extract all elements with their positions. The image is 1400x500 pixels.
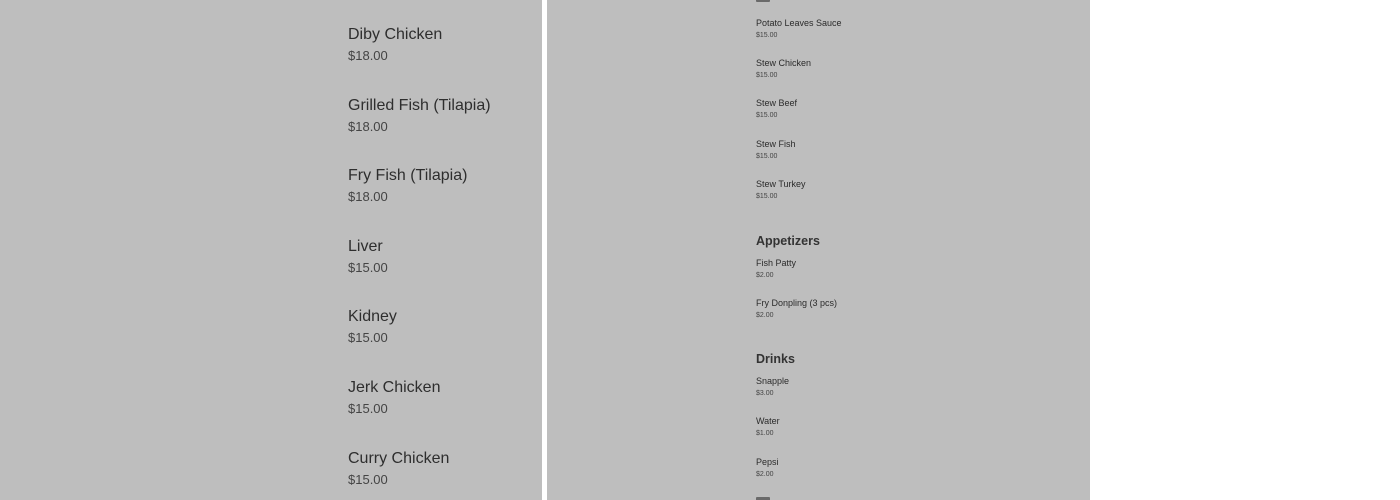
menu-item[interactable] xyxy=(756,298,837,320)
menu-item-name: Stew Turkey xyxy=(756,179,806,189)
menu-item[interactable] xyxy=(756,179,806,201)
menu-item[interactable] xyxy=(756,98,797,120)
menu-item[interactable] xyxy=(756,416,780,438)
menu-item-name: Liver xyxy=(348,237,383,255)
menu-item-name: Fry Fish (Tilapia) xyxy=(348,167,468,185)
menu-item[interactable] xyxy=(348,449,491,500)
menu-item-name: Water xyxy=(756,416,780,426)
menu-item-name: Fry Donpling (3 pcs) xyxy=(756,298,838,308)
menu-item-price: $15.00 xyxy=(756,193,778,200)
menu-item-price: $18.00 xyxy=(348,48,388,63)
menu-item-name: Stew Chicken xyxy=(756,58,812,68)
menu-item[interactable] xyxy=(756,457,779,479)
left-menu-panel xyxy=(0,0,542,500)
menu-item[interactable] xyxy=(348,166,491,237)
menu-item-name: Fish Patty xyxy=(756,258,797,268)
menu-item-name: Stew Fish xyxy=(756,139,796,149)
menu-item-name: Jerk Chicken xyxy=(348,378,441,396)
menu-item-price: $15.00 xyxy=(348,400,388,416)
menu-item-price: $2.00 xyxy=(756,471,774,478)
menu-item[interactable] xyxy=(348,307,491,378)
menu-item-price: $15.00 xyxy=(756,72,778,79)
menu-item-price: $15.00 xyxy=(756,112,778,119)
menu-item-price: $15.00 xyxy=(348,471,388,487)
menu-item[interactable] xyxy=(348,237,491,308)
menu-item[interactable] xyxy=(756,18,842,40)
section-title-drinks: Drinks xyxy=(756,352,795,366)
menu-item-name: Potato Leaves Sauce xyxy=(756,18,842,28)
menu-item-price: $18.00 xyxy=(348,189,388,205)
menu-item-name: Pepsi xyxy=(756,457,779,467)
menu-item[interactable] xyxy=(756,376,789,398)
menu-item[interactable] xyxy=(756,58,811,80)
menu-item[interactable] xyxy=(348,96,491,167)
menu-item-name: Snapple xyxy=(756,376,790,386)
menu-item-name: Diby Chicken xyxy=(348,26,443,43)
menu-item-price: $3.00 xyxy=(756,390,774,397)
menu-item-price: $2.00 xyxy=(756,312,774,319)
menu-item-price: $18.00 xyxy=(348,118,388,134)
menu-item-price: $15.00 xyxy=(348,259,388,275)
menu-item-name: Kidney xyxy=(348,308,397,326)
menu-item-name: Grilled Fish (Tilapia) xyxy=(348,96,491,114)
menu-item-name: Stew Beef xyxy=(756,98,798,108)
menu-item-price: $15.00 xyxy=(348,330,388,346)
menu-item-price: $15.00 xyxy=(756,153,778,160)
menu-item[interactable] xyxy=(756,139,796,161)
cut-off-item xyxy=(756,0,770,2)
menu-item-name: Curry Chicken xyxy=(348,449,450,467)
menu-item-price: $1.00 xyxy=(756,430,774,437)
left-menu-list xyxy=(348,25,491,500)
right-menu-panel xyxy=(547,0,1090,500)
menu-item[interactable] xyxy=(348,378,491,449)
menu-item-price: $2.00 xyxy=(756,272,774,279)
menu-item[interactable] xyxy=(348,25,491,96)
menu-item[interactable] xyxy=(756,258,796,280)
menu-item-price: $15.00 xyxy=(756,32,778,39)
section-title-appetizers: Appetizers xyxy=(756,234,820,248)
